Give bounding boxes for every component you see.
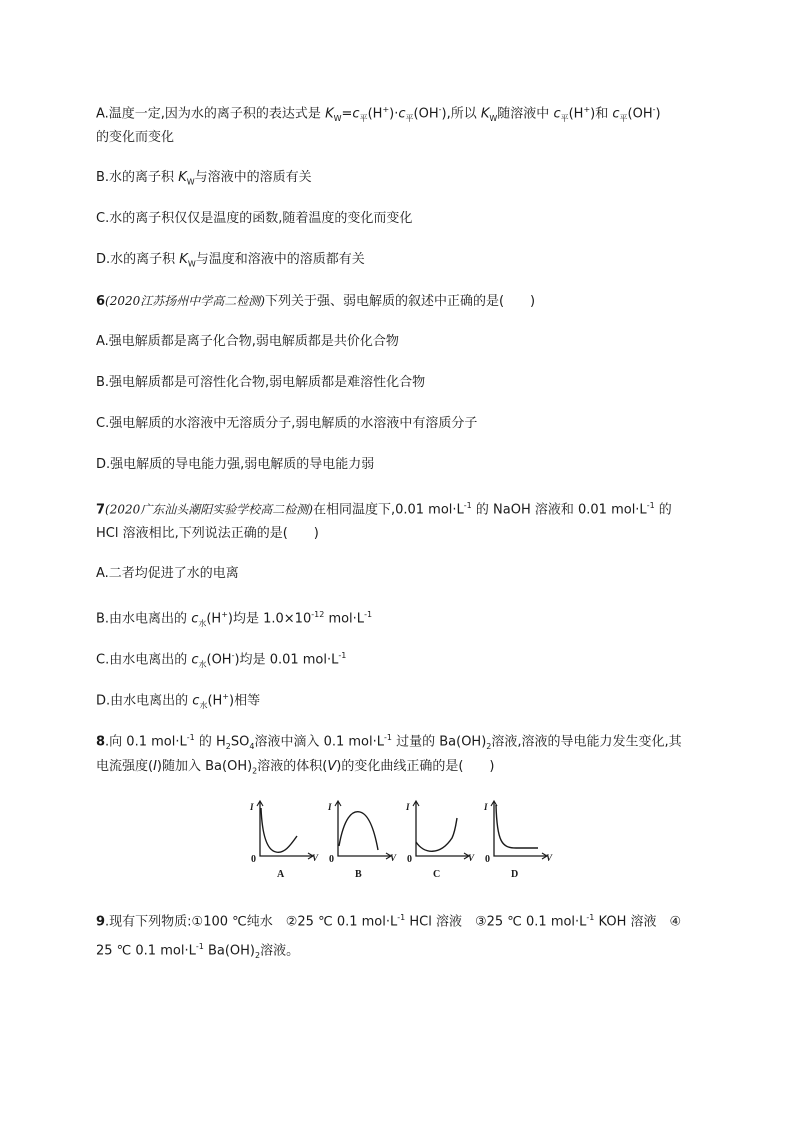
y-axis-label: I [484,802,488,812]
q8-graph-d [478,798,556,880]
q8-graph-c [400,798,478,880]
axes [338,802,390,856]
q7-option-a: A.二者均促进了水的电离 [96,566,239,581]
x-axis-label: V [390,853,397,863]
origin-label: 0 [251,854,256,865]
q5-option-a-line1: A.温度一定,因为水的离子积的表达式是 $K_W=c_平(H^+)\cdot c_平(OH^-)$,所以 $K_W$随溶液中 $c_平(H^+)$和 $c_平(OH^-)$ [96,105,661,123]
graph-letter-label: C [433,869,441,880]
origin-label: 0 [485,854,490,865]
q6-option-d: D.强电解质的导电能力强,弱电解质的导电能力弱 [96,457,375,472]
origin-label: 0 [407,854,412,865]
q5-option-a-line2: 的变化而变化 [96,130,175,145]
y-axis-label: I [250,802,254,812]
q6-option-b: B.强电解质都是可溶性化合物,弱电解质都是难溶性化合物 [96,375,426,390]
axes [260,802,312,856]
q6-stem: 6(2020江苏扬州中学高二检测)下列关于强、弱电解质的叙述中正确的是( ) [96,294,536,309]
x-axis-label: V [546,853,553,863]
q7-option-b: B.由水电离出的 $c_水(H^+)$均是 $1.0\times 10^{-12}$ $mol\cdot L^{-1}$ [96,610,373,628]
q5-option-c: C.水的离子积仅仅是温度的函数,随着温度的变化而变化 [96,211,413,226]
q5-option-d: D.水的离子积 $K_W$与温度和溶液中的溶质都有关 [96,252,365,269]
origin-label: 0 [329,854,334,865]
curve [261,808,297,852]
q7-source: (2020广东汕头潮阳实验学校高二检测) [105,502,313,517]
curve [496,805,538,848]
q7-option-d: D.由水电离出的 $c_水(H^+)$相等 [96,692,261,710]
graph-letter-label: B [355,869,362,880]
q6-option-a: A.强电解质都是离子化合物,弱电解质都是共价化合物 [96,334,399,349]
q9-stem-line1: 9.现有下列物质:①100 ℃纯水 ②25 ℃ 0.1 $mol\cdot L^{-1}$ HCl 溶液 ③25 ℃ 0.1 $mol\cdot L^{-1}$ KOH 溶液 ④ [96,913,682,930]
q8-graph-b [322,798,400,880]
x-axis-label: V [468,853,475,863]
curve [339,812,378,850]
q7-stem-line1: 7(2020广东汕头潮阳实验学校高二检测)在相同温度下,0.01 $mol\cdot L^{-1}$ 的 NaOH 溶液和 0.01 $mol\cdot L^{-1}$ 的 [96,501,672,518]
graph-letter-label: D [511,869,519,880]
q6-source: (2020江苏扬州中学高二检测) [105,294,265,308]
x-axis-label: V [312,853,319,863]
graph-letter-label: A [277,869,285,880]
y-axis-label: I [328,802,332,812]
q9-stem-line2: 25 ℃ 0.1 $mol\cdot L^{-1}$ $Ba(OH)_2$溶液。 [96,942,300,960]
curve [416,818,457,851]
q7-option-c: C.由水电离出的 $c_水(OH^-)$均是 0.01 $mol\cdot L^{-1}$ [96,651,347,669]
q5-option-b: B.水的离子积 $K_W$与溶液中的溶质有关 [96,170,312,187]
q8-stem-line2: 电流强度(I)随加入 $Ba(OH)_2$溶液的体积(V)的变化曲线正确的是( ) [96,759,495,776]
q7-stem-line2: HCl 溶液相比,下列说法正确的是( ) [96,526,319,541]
q8-graph-a [244,798,322,880]
q6-option-c: C.强电解质的水溶液中无溶质分子,弱电解质的水溶液中有溶质分子 [96,416,478,431]
y-axis-label: I [406,802,410,812]
q8-stem-line1: 8.向 0.1 $mol\cdot L^{-1}$ 的 $H_2SO_4$溶液中滴入 0.1 $mol\cdot L^{-1}$ 过量的 $Ba(OH)_2$溶液,溶液的导电能力发生变化,其 [96,733,682,751]
